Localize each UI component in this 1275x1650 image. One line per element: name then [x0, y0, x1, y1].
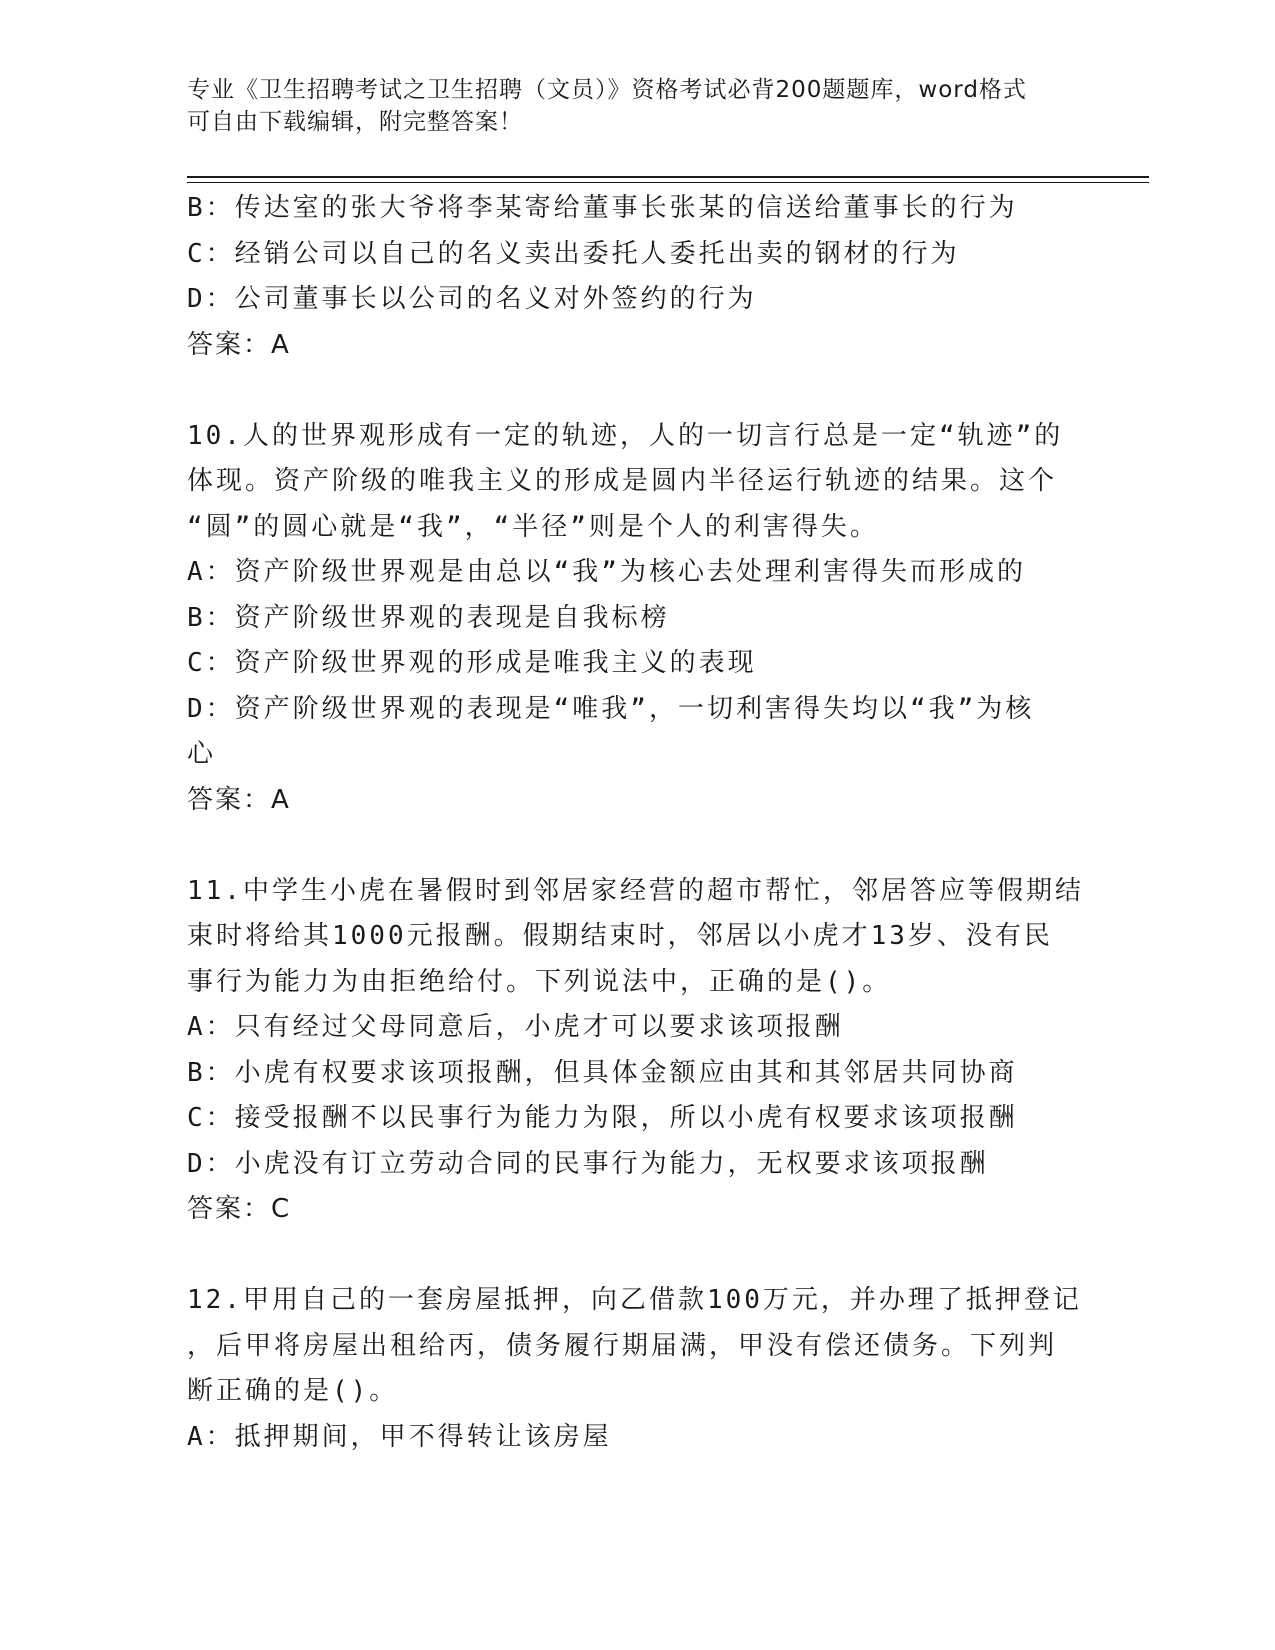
question-stem-line: 10.人的世界观形成有一定的轨迹，人的一切言行总是一定“轨迹”的 — [187, 420, 1064, 451]
spacer — [187, 1233, 1087, 1279]
question-12-block — [187, 1278, 1087, 1460]
question-content — [187, 186, 1087, 1460]
answer-line: 答案：A — [187, 329, 291, 360]
header-divider-thick — [187, 176, 1149, 178]
spacer — [187, 368, 1087, 414]
question-stem-line: 束时将给其1000元报酬。假期结束时，邻居以小虎才13岁、没有民 — [187, 921, 1053, 951]
question-stem-line: ，后甲将房屋出租给丙，债务履行期届满，甲没有偿还债务。下列判 — [187, 1330, 1058, 1361]
option-d: D：资产阶级世界观的表现是“唯我”，一切利害得失均以“我”为核 — [187, 693, 1035, 724]
option-b: B：小虎有权要求该项报酬，但具体金额应由其和其邻居共同协商 — [187, 1057, 1018, 1088]
option-b: B：传达室的张大爷将李某寄给董事长张某的信送给董事长的行为 — [187, 193, 1018, 223]
header-divider-thin — [187, 182, 1149, 183]
answer-line: 答案：A — [187, 784, 291, 815]
option-a: A：资产阶级世界观是由总以“我”为核心去处理利害得失而形成的 — [187, 557, 1026, 587]
page-header — [187, 74, 1087, 138]
option-d: D：小虎没有订立劳动合同的民事行为能力，无权要求该项报酬 — [187, 1148, 989, 1179]
question-stem-line: 体现。资产阶级的唯我主义的形成是圆内半径运行轨迹的结果。这个 — [187, 466, 1058, 496]
option-d: D：公司董事长以公司的名义对外签约的行为 — [187, 284, 757, 314]
header-title-line-2: 可自由下载编辑，附完整答案！ — [187, 109, 523, 135]
question-10-block — [187, 414, 1087, 824]
option-c: C：接受报酬不以民事行为能力为限，所以小虎有权要求该项报酬 — [187, 1103, 1018, 1133]
header-title-line-1: 专业《卫生招聘考试之卫生招聘（文员）》资格考试必背200题题库，word格式 — [187, 77, 1027, 103]
question-stem-line: 断正确的是()。 — [187, 1376, 399, 1406]
option-a: A：只有经过父母同意后，小虎才可以要求该项报酬 — [187, 1012, 844, 1042]
answer-line: 答案：C — [187, 1194, 292, 1224]
question-stem-line: “圆”的圆心就是“我”，“半径”则是个人的利害得失。 — [187, 511, 879, 542]
spacer — [187, 823, 1087, 869]
option-c: C：资产阶级世界观的形成是唯我主义的表现 — [187, 648, 757, 678]
option-b: B：资产阶级世界观的表现是自我标榜 — [187, 602, 670, 633]
question-stem-line: 事行为能力为由拒绝给付。下列说法中，正确的是()。 — [187, 966, 892, 997]
question-11-block — [187, 869, 1087, 1233]
question-stem-line: 11.中学生小虎在暑假时到邻居家经营的超市帮忙，邻居答应等假期结 — [187, 875, 1084, 906]
prev-question-block — [187, 186, 1087, 368]
option-d-continued: 心 — [187, 739, 217, 769]
question-stem-line: 12.甲用自己的一套房屋抵押，向乙借款100万元，并办理了抵押登记 — [187, 1285, 1082, 1315]
option-a: A：抵押期间，甲不得转让该房屋 — [187, 1421, 612, 1452]
option-c: C：经销公司以自己的名义卖出委托人委托出卖的钢材的行为 — [187, 238, 960, 269]
